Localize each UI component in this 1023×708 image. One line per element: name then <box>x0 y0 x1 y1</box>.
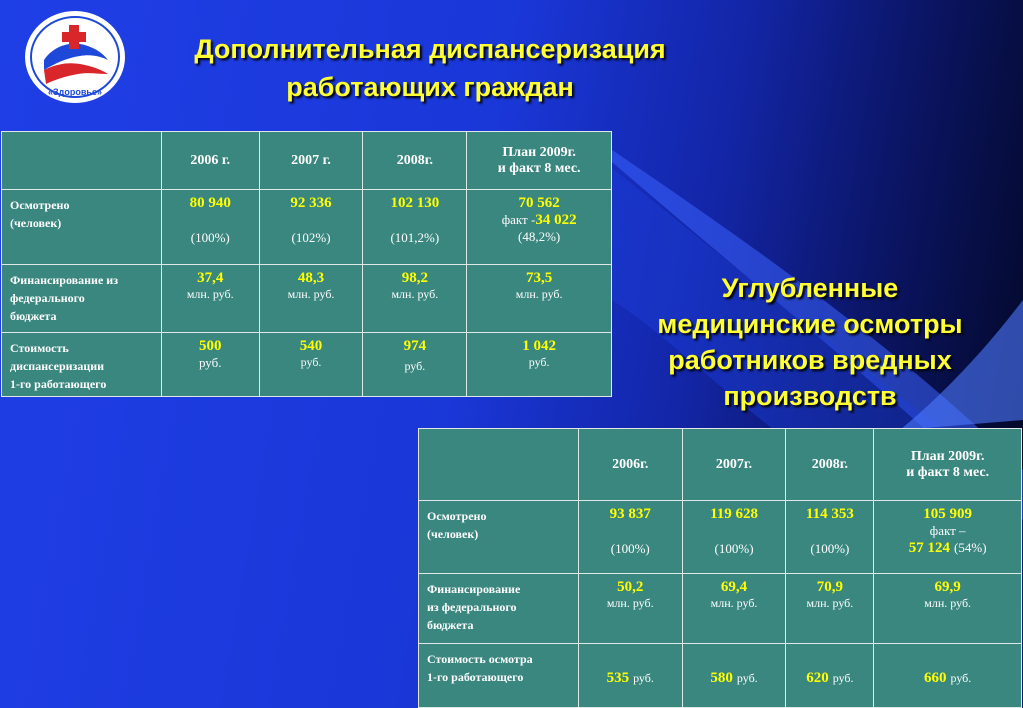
cell-cost-2006: 535 руб. <box>578 644 682 708</box>
header-plan-2009 <box>874 429 1022 501</box>
cell-examined-2007: 92 336 (102%) <box>259 190 363 265</box>
row-label-cost: Стоимость диспансеризации 1-го работающего <box>2 333 162 397</box>
subtitle-line-1: Углубленные <box>721 273 899 303</box>
page-title <box>135 30 725 106</box>
cell-examined-2008: 102 130 (101,2%) <box>363 190 467 265</box>
cell-examined-2007: 119 628 (100%) <box>682 501 786 574</box>
header-plan-line-1: План 2009г. <box>910 448 985 464</box>
cell-cost-2009: 660 руб. <box>874 644 1022 708</box>
header-2007: 2007 г. <box>259 132 363 190</box>
cell-examined-2006: 93 837 (100%) <box>578 501 682 574</box>
subtitle-line-2: медицинские осмотры <box>657 309 963 339</box>
table-header-row <box>419 429 1022 501</box>
row-label-examined: Осмотрено (человек) <box>2 190 162 265</box>
table-row <box>419 501 1022 574</box>
title-line-1: Дополнительная диспансеризация <box>194 34 666 64</box>
table-row <box>419 574 1022 644</box>
header-2006: 2006 г. <box>161 132 259 190</box>
cell-funding-2009: 69,9 млн. руб. <box>874 574 1022 644</box>
cell-cost-2006: 500 руб. <box>161 333 259 397</box>
cell-funding-2007: 48,3 млн. руб. <box>259 265 363 333</box>
title-line-2: работающих граждан <box>286 72 574 102</box>
header-plan-line-2: и факт 8 мес. <box>497 160 581 176</box>
header-2008: 2008г. <box>363 132 467 190</box>
cell-examined-2009: 70 562 факт -34 022 (48,2%) <box>467 190 612 265</box>
row-label-funding: Финансирование из федерального бюджета <box>419 574 579 644</box>
cell-examined-2009: 105 909 факт – 57 124 (54%) <box>874 501 1022 574</box>
header-2006: 2006г. <box>578 429 682 501</box>
cell-cost-2009: 1 042 руб. <box>467 333 612 397</box>
row-label-examined: Осмотрено (человек) <box>419 501 579 574</box>
header-plan-line-2: и факт 8 мес. <box>906 464 990 480</box>
dispensary-table <box>1 131 612 397</box>
cell-funding-2006: 50,2 млн. руб. <box>578 574 682 644</box>
cell-funding-2007: 69,4 млн. руб. <box>682 574 786 644</box>
cell-cost-2008: 620 руб. <box>786 644 874 708</box>
header-empty-cell <box>419 429 579 501</box>
subtitle-line-3: работников вредных <box>668 345 952 375</box>
subtitle-line-4: производств <box>723 381 897 411</box>
cell-funding-2006: 37,4 млн. руб. <box>161 265 259 333</box>
cell-funding-2009: 73,5 млн. руб. <box>467 265 612 333</box>
project-logo <box>22 8 128 106</box>
section-subtitle <box>625 270 995 414</box>
table-row <box>2 333 612 397</box>
table-header-row <box>2 132 612 190</box>
row-label-cost: Стоимость осмотра 1-го работающего <box>419 644 579 708</box>
table-row <box>2 190 612 265</box>
cell-funding-2008: 98,2 млн. руб. <box>363 265 467 333</box>
header-2007: 2007г. <box>682 429 786 501</box>
cell-cost-2007: 540 руб. <box>259 333 363 397</box>
cell-funding-2008: 70,9 млн. руб. <box>786 574 874 644</box>
svg-text:«Здоровье»: «Здоровье» <box>48 87 102 97</box>
header-2008: 2008г. <box>786 429 874 501</box>
cell-examined-2008: 114 353 (100%) <box>786 501 874 574</box>
cell-cost-2007: 580 руб. <box>682 644 786 708</box>
cell-cost-2008: 974 руб. <box>363 333 467 397</box>
header-plan-line-1: План 2009г. <box>502 144 576 160</box>
row-label-funding: Финансирование из федерального бюджета <box>2 265 162 333</box>
table-row <box>2 265 612 333</box>
table-row <box>419 644 1022 708</box>
medical-exams-table <box>418 428 1022 708</box>
header-empty-cell <box>2 132 162 190</box>
header-plan-2009 <box>467 132 612 190</box>
cell-examined-2006: 80 940 (100%) <box>161 190 259 265</box>
